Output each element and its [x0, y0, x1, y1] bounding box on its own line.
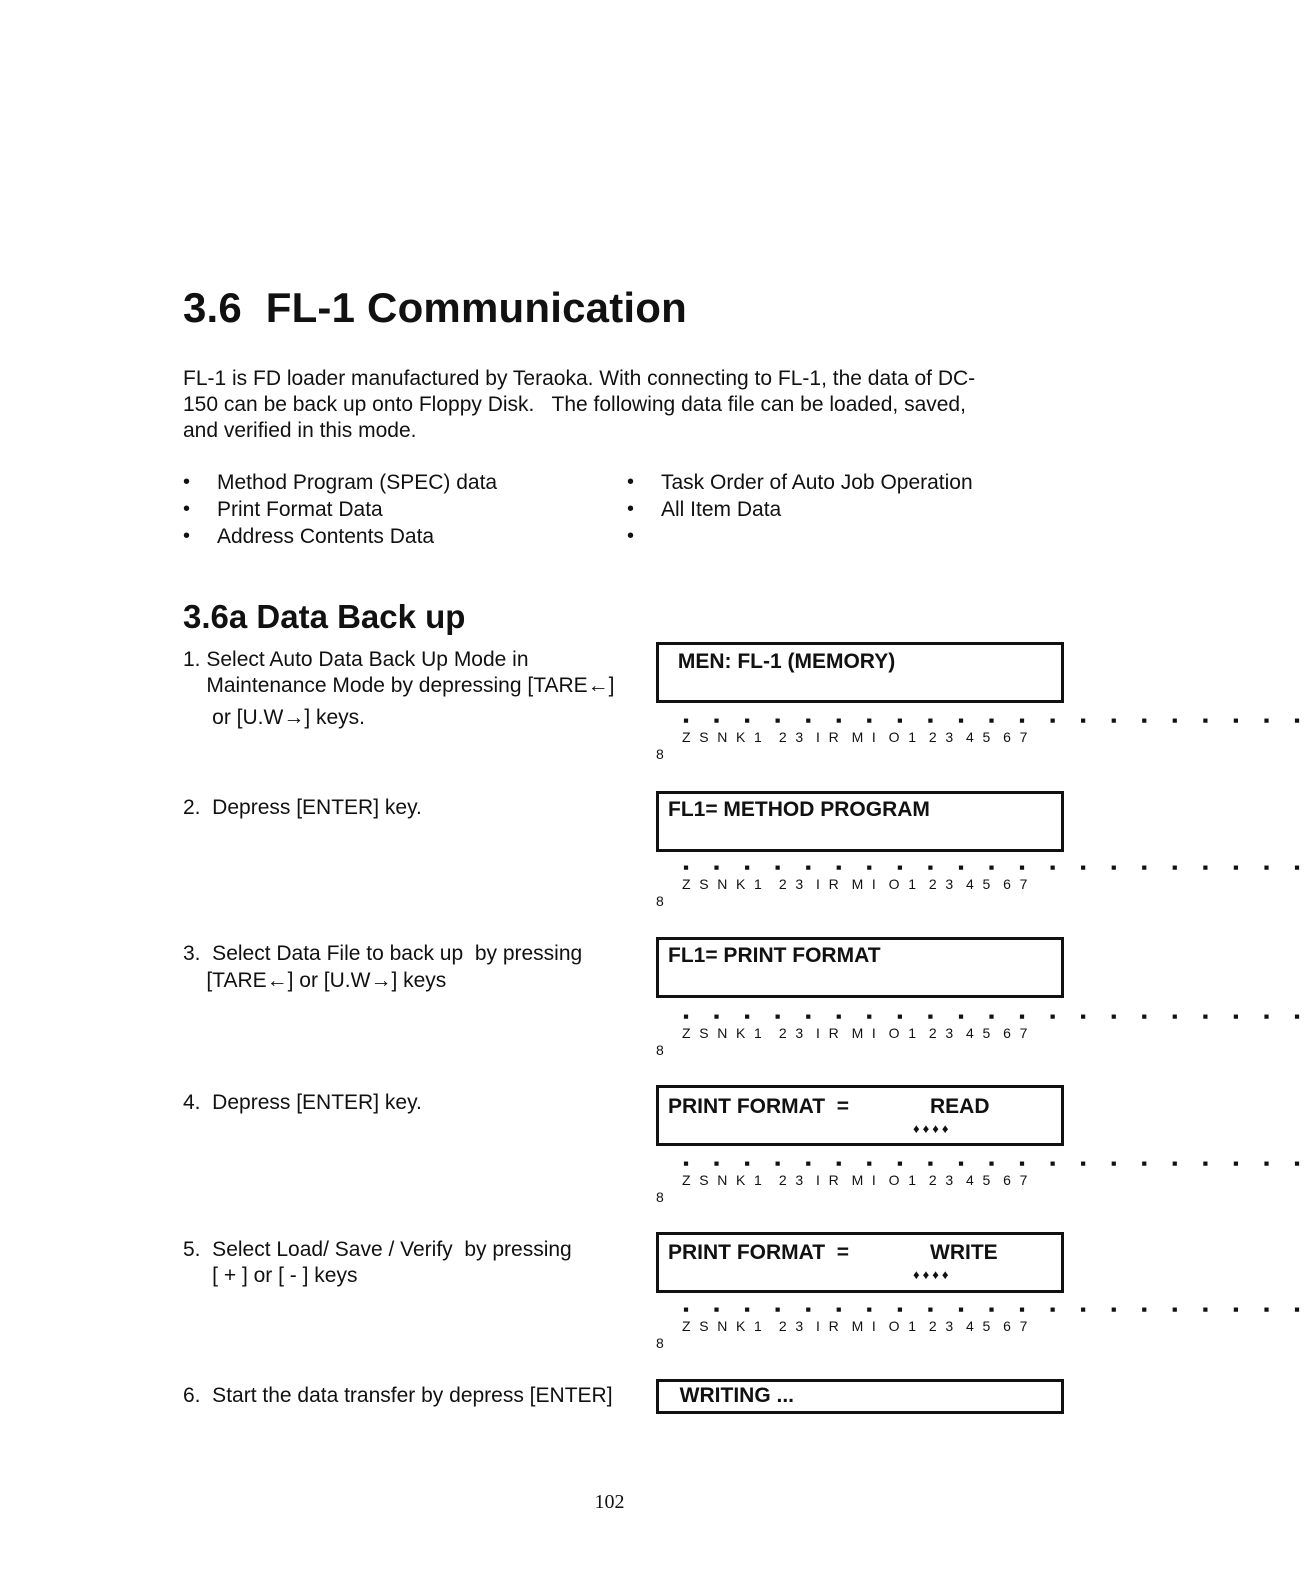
indicator-dots: ▪ ▪ ▪ ▪ ▪ ▪ ▪ ▪ ▪ ▪ ▪ ▪ ▪ ▪ ▪ ▪ ▪ ▪ ▪ ▪ ▪ — [683, 1300, 1310, 1319]
bullet-list-left — [183, 469, 583, 550]
lcd-value: READ — [930, 1095, 990, 1118]
indicator-label-8: 8 — [656, 1042, 664, 1058]
step-1-text: 1. Select Auto Data Back Up Mode in Maintenance Mode by depressing [TARE←] or [U.W→] keys. — [183, 648, 615, 729]
indicator-dots: ▪ ▪ ▪ ▪ ▪ ▪ ▪ ▪ ▪ ▪ ▪ ▪ ▪ ▪ ▪ ▪ ▪ ▪ ▪ ▪ ▪ — [683, 711, 1310, 730]
indicator-label-8: 8 — [656, 893, 664, 909]
section-heading: 3.6 FL-1 Communication — [183, 284, 687, 331]
bullet-icon: • — [627, 471, 635, 493]
lcd-text: PRINT FORMAT = — [668, 1095, 850, 1118]
indicator-labels: Z S N K 1 2 3 I R M I O 1 2 3 4 5 6 7 — [682, 1318, 1028, 1334]
status-indicator-row — [656, 1300, 1310, 1351]
lcd-display-step-6 — [656, 1379, 1064, 1414]
status-indicator-row — [656, 1154, 1310, 1205]
indicator-label-8: 8 — [656, 746, 664, 762]
indicator-labels: Z S N K 1 2 3 I R M I O 1 2 3 4 5 6 7 — [682, 1172, 1028, 1188]
indicator-labels: Z S N K 1 2 3 I R M I O 1 2 3 4 5 6 7 — [682, 729, 1028, 745]
lcd-value: WRITE — [930, 1241, 998, 1264]
bullet-icon: • — [183, 525, 191, 547]
indicator-label-8: 8 — [656, 1189, 664, 1205]
intro-line: and verified in this mode. — [183, 419, 417, 442]
list-item: • Method Program (SPEC) data — [183, 471, 498, 494]
lcd-display-step-4 — [656, 1085, 1064, 1146]
step-5-text: 5. Select Load/ Save / Verify by pressing [ + ] or [ - ] keys — [183, 1238, 572, 1287]
list-item: • All Item Data — [627, 498, 782, 521]
indicator-label-8: 8 — [656, 1335, 664, 1351]
list-item: • Print Format Data — [183, 498, 383, 521]
status-indicator-row — [656, 1007, 1310, 1058]
intro-line: 150 can be back up onto Floppy Disk. The following data file can be loaded, saved, — [183, 393, 966, 416]
lcd-display-step-2 — [656, 791, 1064, 852]
intro-paragraph — [183, 366, 1043, 444]
step-4-text: 4. Depress [ENTER] key. — [183, 1091, 422, 1114]
lcd-text: MEN: FL-1 (MEMORY) — [672, 650, 896, 673]
page-number: 102 — [594, 1491, 625, 1513]
blink-marker-icon: ♦♦♦♦ — [913, 1121, 952, 1136]
bullet-icon: • — [183, 498, 191, 520]
intro-line: FL-1 is FD loader manufactured by Teraoka. With connecting to FL-1, the data of DC- — [183, 367, 976, 390]
list-item: • Task Order of Auto Job Operation — [627, 471, 973, 494]
lcd-display-step-3 — [656, 937, 1064, 998]
bullet-icon: • — [627, 498, 635, 520]
status-indicator-row — [656, 858, 1310, 909]
blink-marker-icon: ♦♦♦♦ — [913, 1267, 952, 1282]
indicator-dots: ▪ ▪ ▪ ▪ ▪ ▪ ▪ ▪ ▪ ▪ ▪ ▪ ▪ ▪ ▪ ▪ ▪ ▪ ▪ ▪ ▪ — [683, 1007, 1310, 1026]
list-item: • Address Contents Data — [183, 525, 435, 548]
bullet-icon: • — [627, 525, 635, 547]
bullet-icon: • — [183, 471, 191, 493]
indicator-labels: Z S N K 1 2 3 I R M I O 1 2 3 4 5 6 7 — [682, 1025, 1028, 1041]
step-2-text: 2. Depress [ENTER] key. — [183, 796, 422, 819]
indicator-dots: ▪ ▪ ▪ ▪ ▪ ▪ ▪ ▪ ▪ ▪ ▪ ▪ ▪ ▪ ▪ ▪ ▪ ▪ ▪ ▪ ▪ — [683, 1154, 1310, 1173]
lcd-display-step-5 — [656, 1232, 1064, 1293]
subsection-heading: 3.6a Data Back up — [183, 598, 466, 635]
lcd-text: FL1= METHOD PROGRAM — [668, 798, 930, 821]
list-item — [627, 523, 1047, 550]
lcd-text: FL1= PRINT FORMAT — [668, 944, 881, 967]
step-6-text: 6. Start the data transfer by depress [ENTER] — [183, 1384, 613, 1407]
lcd-display-step-1 — [656, 642, 1064, 703]
step-3-text: 3. Select Data File to back up by pressing [TARE←] or [U.W→] keys — [183, 942, 583, 992]
bullet-list-right — [627, 469, 1047, 550]
indicator-labels: Z S N K 1 2 3 I R M I O 1 2 3 4 5 6 7 — [682, 876, 1028, 892]
lcd-text: PRINT FORMAT = — [668, 1241, 850, 1264]
lcd-text: WRITING ... — [668, 1384, 794, 1407]
indicator-dots: ▪ ▪ ▪ ▪ ▪ ▪ ▪ ▪ ▪ ▪ ▪ ▪ ▪ ▪ ▪ ▪ ▪ ▪ ▪ ▪ ▪ — [683, 858, 1310, 877]
status-indicator-row — [656, 711, 1310, 762]
